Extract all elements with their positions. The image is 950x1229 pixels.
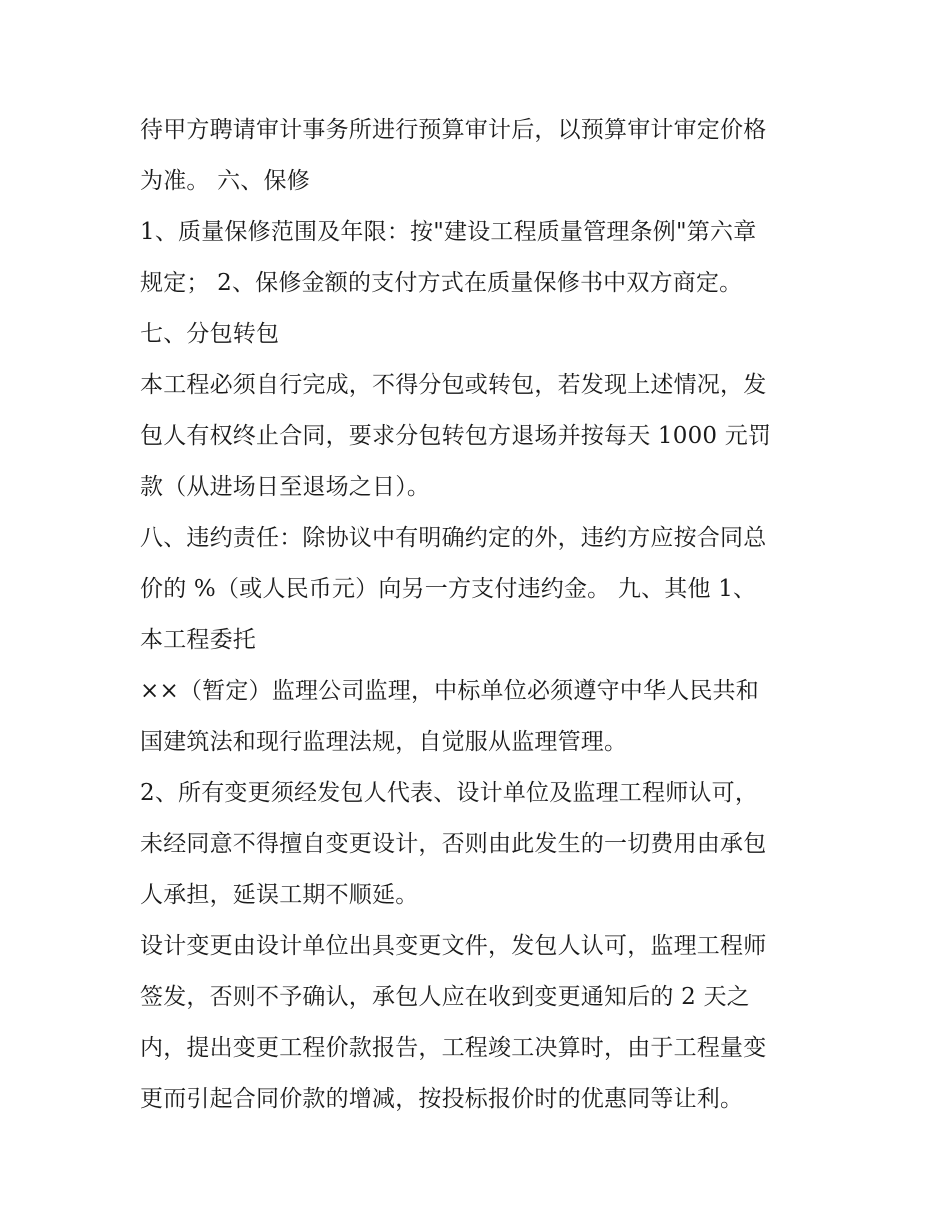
text-line: 本工程委托 [140,627,256,653]
section-heading: 七、分包转包 [140,321,280,347]
text-line: 待甲方聘请审计事务所进行预算审计后，以预算审计审定价格 [140,117,767,143]
text-line: 人承担，延误工期不顺延。 [140,882,419,908]
text-line: 内，提出变更工程价款报告，工程竣工决算时，由于工程量变 [140,1035,767,1061]
text-line: 款（从进场日至退场之日）。 [140,474,431,500]
text-line: 八、违约责任：除协议中有明确约定的外，违约方应按合同总 [140,525,767,551]
text-line: 国建筑法和现行监理法规，自觉服从监理管理。 [140,729,628,755]
text-line: 本工程必须自行完成，不得分包或转包，若发现上述情况，发 [140,372,767,398]
text-line: 更而引起合同价款的增减，按投标报价时的优惠同等让利。 [140,1086,744,1112]
text-line: 设计变更由设计单位出具变更文件，发包人认可，监理工程师 [140,933,767,959]
text-line: 签发，否则不予确认，承包人应在收到变更通知后的 2 天之 [140,984,750,1010]
text-line: 1、质量保修范围及年限：按"建设工程质量管理条例"第六章 [140,219,757,245]
text-line: 规定； 2、保修金额的支付方式在质量保修书中双方商定。 [140,270,743,296]
text-line: 为准。 六、保修 [140,168,310,194]
text-line: 价的 %（或人民币元）向另一方支付违约金。 九、其他 1、 [140,576,757,602]
text-line: 2、所有变更须经发包人代表、设计单位及监理工程师认可， [140,780,759,806]
text-line: 包人有权终止合同，要求分包转包方退场并按每天 1000 元罚 [140,423,772,449]
document-body [140,105,820,1125]
text-line: ××（暂定）监理公司监理，中标单位必须遵守中华人民共和 [140,678,759,704]
text-line: 未经同意不得擅自变更设计，否则由此发生的一切费用由承包 [140,831,767,857]
